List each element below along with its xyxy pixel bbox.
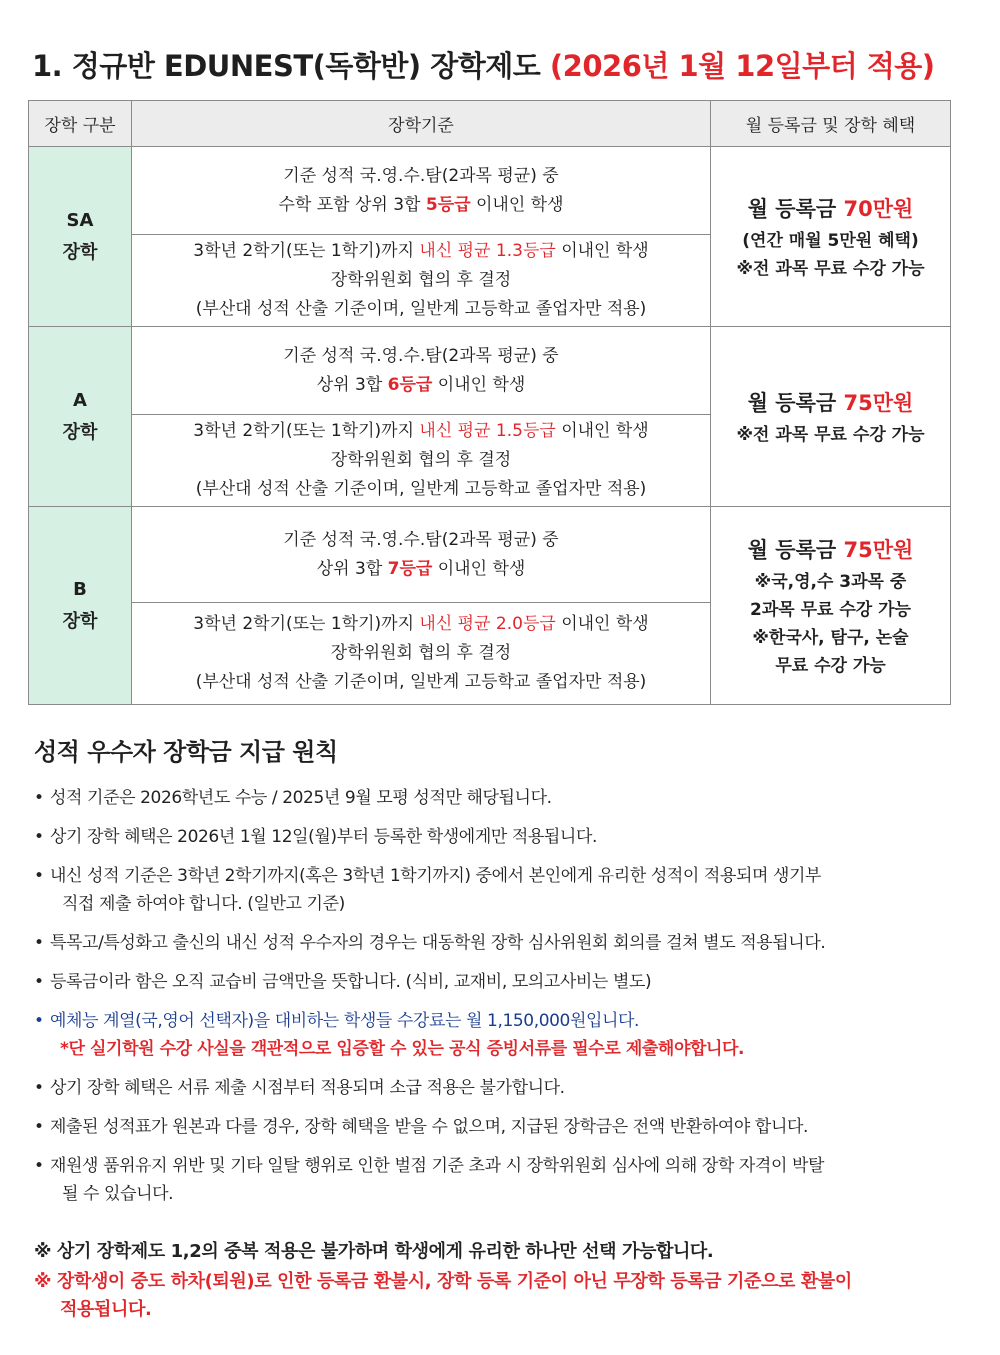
category-label: 장학 bbox=[62, 421, 98, 443]
list-item: • 재원생 품위유지 위반 및 기타 일탈 행위로 인한 벌점 기준 초과 시 장학위원회 심사에 의해 장학 자격이 박탈 될 수 있습니다. bbox=[34, 1152, 964, 1208]
benefit-sa bbox=[711, 147, 951, 327]
table-header-row bbox=[29, 101, 951, 147]
list-item: • 등록금이라 함은 오직 교습비 금액만을 뜻합니다. (식비, 교재비, 모의고사비는 별도) bbox=[34, 968, 964, 996]
benefit-text: ※전 과목 무료 수강 가능 bbox=[736, 258, 925, 279]
table-row-b bbox=[29, 507, 951, 603]
criteria-exam-sa bbox=[132, 147, 711, 235]
table-row-sa bbox=[29, 147, 951, 235]
criteria-text: 기준 성적 국.영.수.탐(2과목 평균) 중 bbox=[283, 529, 559, 550]
benefit-b bbox=[711, 507, 951, 705]
header-category: 장학 구분 bbox=[29, 101, 132, 147]
list-item: • 예체능 계열(국,영어 선택자)을 대비하는 학생들 수강료는 월 1,150,000원입니다. *단 실기학원 수강 사실을 객관적으로 입증할 수 있는 공식 증빙서류를 필수로 제출해야합니다. bbox=[34, 1007, 964, 1063]
list-item: • 특목고/특성화고 출신의 내신 성적 우수자의 경우는 대동학원 장학 심사위원회 회의를 걸쳐 별도 적용됩니다. bbox=[34, 929, 964, 957]
criteria-text: (부산대 성적 산출 기준이며, 일반계 고등학교 졸업자만 적용) bbox=[195, 299, 647, 319]
criteria-text: (부산대 성적 산출 기준이며, 일반계 고등학교 졸업자만 적용) bbox=[195, 672, 647, 692]
category-label: B bbox=[73, 578, 87, 600]
benefit-text: (연간 매월 5만원 혜택) bbox=[742, 230, 919, 251]
note-duplicate: ※ 상기 장학제도 1,2의 중복 적용은 불가하며 학생에게 유리한 하나만 선택 가능합니다. bbox=[34, 1241, 714, 1262]
criteria-text: 3학년 2학기(또는 1학기)까지 내신 평균 1.3등급 이내인 학생 bbox=[193, 241, 649, 261]
note-refund: ※ 장학생이 중도 하차(퇴원)로 인한 등록금 환불시, 장학 등록 기준이 아닌 무장학 등록금 기준으로 환불이 적용됩니다. bbox=[34, 1271, 852, 1320]
criteria-gpa-sa bbox=[132, 235, 711, 327]
criteria-exam-a bbox=[132, 327, 711, 415]
category-label: 장학 bbox=[62, 610, 98, 632]
list-item: • 성적 기준은 2026학년도 수능 / 2025년 9월 모평 성적만 해당됩니다. bbox=[34, 784, 964, 812]
criteria-text: 기준 성적 국.영.수.탐(2과목 평균) 중 bbox=[283, 345, 559, 366]
rules-title: 성적 우수자 장학금 지급 원칙 bbox=[34, 738, 338, 766]
header-benefit: 월 등록금 및 장학 혜택 bbox=[711, 101, 951, 147]
criteria-text: 상위 3합 7등급 이내인 학생 bbox=[316, 558, 526, 579]
list-item: • 상기 장학 혜택은 서류 제출 시점부터 적용되며 소급 적용은 불가합니다. bbox=[34, 1074, 964, 1102]
category-sa bbox=[29, 147, 132, 327]
rules-list bbox=[34, 784, 964, 1219]
title-effective-date: (2026년 1월 12일부터 적용) bbox=[549, 49, 935, 83]
benefit-text: ※한국사, 탐구, 논술 bbox=[752, 627, 909, 648]
criteria-text: 3학년 2학기(또는 1학기)까지 내신 평균 2.0등급 이내인 학생 bbox=[193, 614, 649, 634]
category-a bbox=[29, 327, 132, 507]
criteria-text: 장학위원회 협의 후 결정 bbox=[330, 450, 512, 470]
benefit-text: 무료 수강 가능 bbox=[775, 655, 886, 676]
criteria-text: 수학 포함 상위 3합 5등급 이내인 학생 bbox=[278, 194, 564, 215]
benefit-text: ※전 과목 무료 수강 가능 bbox=[736, 424, 925, 445]
benefit-text: ※국,영,수 3과목 중 bbox=[754, 571, 907, 592]
criteria-exam-b bbox=[132, 507, 711, 603]
list-item: • 제출된 성적표가 원본과 다를 경우, 장학 혜택을 받을 수 없으며, 지급된 장학금은 전액 반환하여야 합니다. bbox=[34, 1113, 964, 1141]
criteria-gpa-b bbox=[132, 603, 711, 705]
header-criteria: 장학기준 bbox=[132, 101, 711, 147]
criteria-gpa-a bbox=[132, 415, 711, 507]
category-b bbox=[29, 507, 132, 705]
criteria-text: 상위 3합 6등급 이내인 학생 bbox=[316, 374, 526, 395]
title-main: 1. 정규반 EDUNEST(독학반) 장학제도 bbox=[32, 49, 541, 83]
list-item: • 상기 장학 혜택은 2026년 1월 12일(월)부터 등록한 학생에게만 적용됩니다. bbox=[34, 823, 964, 851]
fee-text: 월 등록금 75만원 bbox=[747, 390, 914, 415]
benefit-a bbox=[711, 327, 951, 507]
category-label: 장학 bbox=[62, 241, 98, 263]
criteria-text: 장학위원회 협의 후 결정 bbox=[330, 270, 512, 290]
table-row-a bbox=[29, 327, 951, 415]
fee-text: 월 등록금 75만원 bbox=[747, 537, 914, 562]
criteria-text: 기준 성적 국.영.수.탐(2과목 평균) 중 bbox=[283, 165, 559, 186]
list-item: • 내신 성적 기준은 3학년 2학기까지(혹은 3학년 1학기까지) 중에서 본인에게 유리한 성적이 적용되며 생기부 직접 제출 하여야 합니다. (일반고 기준) bbox=[34, 862, 964, 918]
benefit-text: 2과목 무료 수강 가능 bbox=[750, 599, 911, 620]
category-label: A bbox=[73, 389, 87, 411]
criteria-text: 장학위원회 협의 후 결정 bbox=[330, 643, 512, 663]
page-title bbox=[32, 44, 935, 85]
scholarship-table bbox=[28, 100, 951, 705]
fee-text: 월 등록금 70만원 bbox=[747, 196, 914, 221]
criteria-text: 3학년 2학기(또는 1학기)까지 내신 평균 1.5등급 이내인 학생 bbox=[193, 421, 649, 441]
criteria-text: (부산대 성적 산출 기준이며, 일반계 고등학교 졸업자만 적용) bbox=[195, 479, 647, 499]
category-label: SA bbox=[66, 209, 94, 231]
